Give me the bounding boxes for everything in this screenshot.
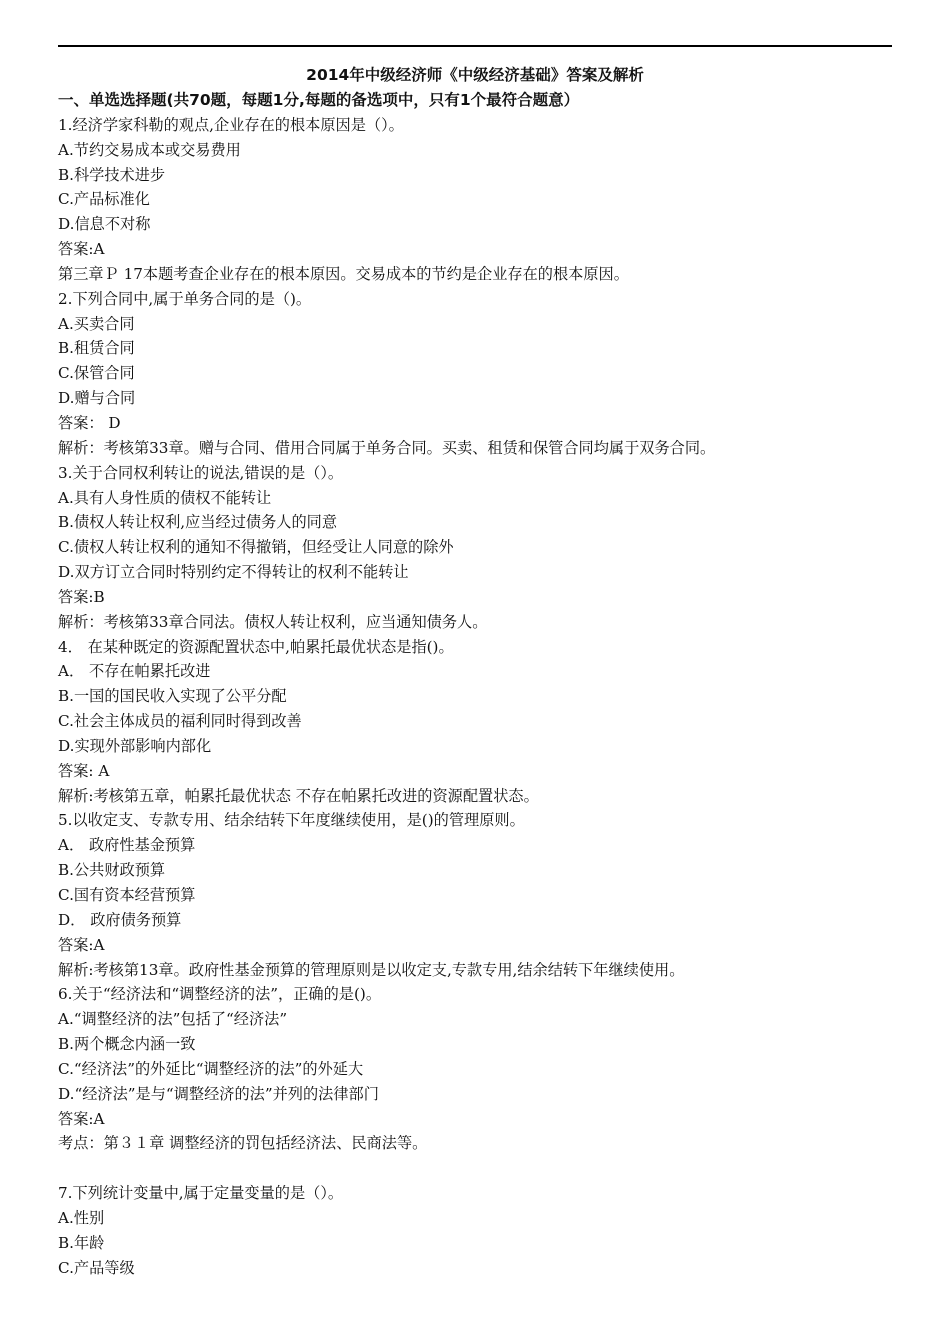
doc-line-answer: 答案： D: [58, 413, 121, 432]
doc-line-option: B.两个概念内涵一致: [58, 1035, 196, 1054]
doc-line-answer: 答案:A: [58, 240, 105, 259]
doc-line-explanation: 解析：考核第33章合同法。债权人转让权利，应当通知债务人。: [58, 612, 488, 631]
doc-line-option: D.赠与合同: [58, 389, 136, 408]
doc-line-question: 6.关于“经济法和“调整经济的法”，正确的是()。: [58, 985, 382, 1004]
doc-line-option: D.实现外部影响内部化: [58, 736, 212, 755]
doc-line-option: A． 政府性基金预算: [58, 836, 196, 855]
doc-line-option: B.一国的国民收入实现了公平分配: [58, 687, 287, 706]
doc-line-option: B.租赁合同: [58, 339, 135, 358]
doc-line-question: 2.下列合同中,属于单务合同的是（)。: [58, 289, 312, 308]
doc-line-answer: 答案:A: [58, 1109, 105, 1128]
doc-line-option: A． 不存在帕累托改进: [58, 662, 211, 681]
doc-line-option: B.科学技术进步: [58, 165, 166, 184]
doc-line-option: C.保管合同: [58, 364, 135, 383]
doc-line-option: B.年龄: [58, 1233, 105, 1252]
doc-line-option: C.债权人转让权利的通知不得撤销，但经受让人同意的除外: [58, 538, 454, 557]
doc-line-option: C.社会主体成员的福利同时得到改善: [58, 712, 302, 731]
page-title: 2014年中级经济师《中级经济基础》答案及解析: [306, 66, 644, 84]
doc-line-question: 5.以收定支、专款专用、结余结转下年度继续使用，是()的管理原则。: [58, 811, 525, 830]
doc-line-section: 一、单选选择题(共70题，每题1分,每题的备选项中，只有1个最符合题意）: [58, 91, 580, 109]
doc-line-blank: [58, 1156, 918, 1181]
doc-line-option: D． 政府债务预算: [58, 910, 182, 929]
doc-line-option: A.“调整经济的法”包括了“经济法”: [58, 1010, 288, 1029]
doc-line-option: C.“经济法”的外延比“调整经济的法”的外延大: [58, 1059, 364, 1078]
doc-line-explanation: 解析:考核第五章，帕累托最优状态 不存在帕累托改进的资源配置状态。: [58, 786, 539, 805]
doc-line-explanation: 第三章Ｐ 17本题考查企业存在的根本原因。交易成本的节约是企业存在的根本原因。: [58, 264, 629, 283]
doc-line-explanation: 解析:考核第13章。政府性基金预算的管理原则是以收定支,专款专用,结余结转下年继续使用。: [58, 960, 685, 979]
doc-line-option: C.产品标准化: [58, 190, 150, 209]
doc-line-option: B.债权人转让权利,应当经过债务人的同意: [58, 513, 338, 532]
doc-line-option: B.公共财政预算: [58, 861, 166, 880]
doc-line-option: A.买卖合同: [58, 314, 135, 333]
doc-line-explanation: 解析：考核第33章。赠与合同、借用合同属于单务合同。买卖、租赁和保管合同均属于双务合同。: [58, 438, 716, 457]
doc-line-option: A.节约交易成本或交易费用: [58, 140, 241, 159]
doc-line-question: 3.关于合同权利转让的说法,错误的是（）。: [58, 463, 344, 482]
doc-line-option: D.“经济法”是与“调整经济的法”并列的法律部门: [58, 1084, 379, 1103]
doc-line-option: C.产品等级: [58, 1258, 135, 1277]
doc-line-option: D.双方订立合同时特别约定不得转让的权利不能转让: [58, 563, 409, 582]
doc-line-option: A.具有人身性质的债权不能转让: [58, 488, 272, 507]
doc-line-answer: 答案:A: [58, 935, 105, 954]
doc-line-question: 7.下列统计变量中,属于定量变量的是（）。: [58, 1184, 344, 1203]
document-body: [58, 88, 918, 1281]
doc-line-question: 4． 在某种既定的资源配置状态中,帕累托最优状态是指()。: [58, 637, 454, 656]
doc-line-answer: 答案:B: [58, 587, 105, 606]
doc-line-question: 1.经济学家科勒的观点,企业存在的根本原因是（）。: [58, 115, 404, 134]
doc-line-option: D.信息不对称: [58, 215, 151, 234]
doc-line-option: C.国有资本经营预算: [58, 886, 196, 904]
doc-line-option: A.性别: [58, 1208, 105, 1227]
header-rule: [58, 45, 892, 47]
doc-line-explanation: 考点：第３１章 调整经济的罚包括经济法、民商法等。: [58, 1134, 428, 1153]
doc-line-answer: 答案: A: [58, 761, 110, 780]
